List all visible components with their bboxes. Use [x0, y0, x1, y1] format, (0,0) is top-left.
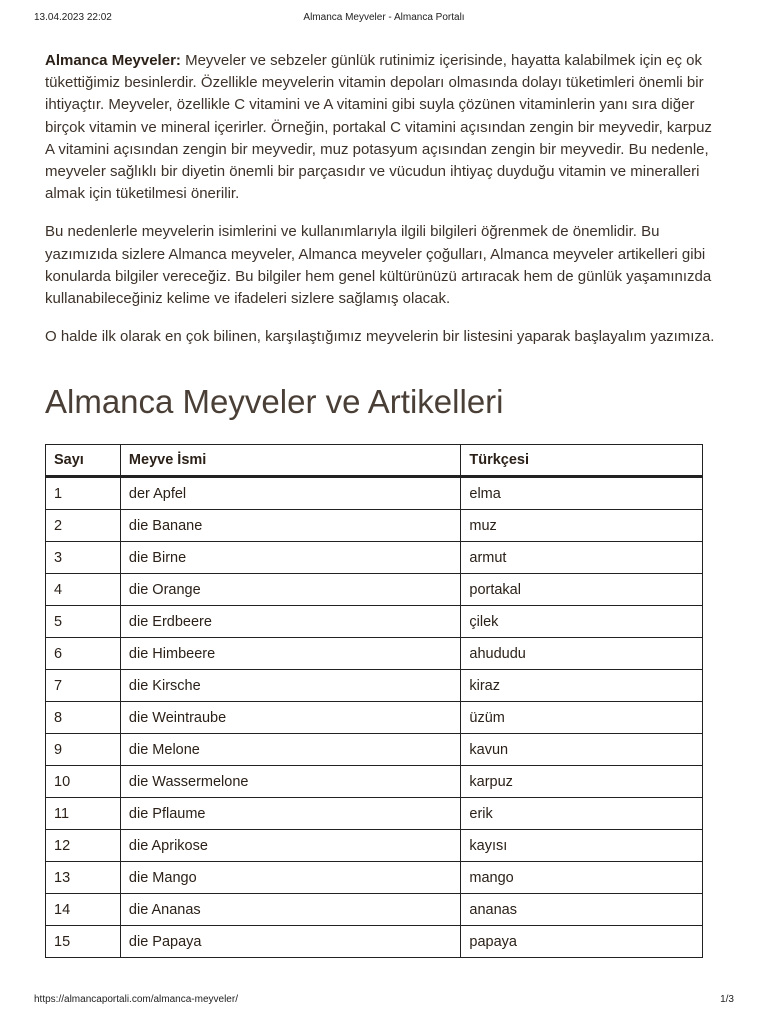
table-row	[46, 477, 703, 510]
intro-paragraph-1	[45, 50, 723, 205]
table-cell: 14	[46, 894, 121, 926]
table-header-row	[46, 445, 703, 477]
print-header	[34, 12, 734, 26]
table-cell: 12	[46, 830, 121, 862]
intro-paragraph-1-text: Meyveler ve sebzeler günlük rutinimiz içerisinde, hayatta kalabilmek için eç ok tükettiğimiz besinlerdir. Özellikle meyvelerin vitamin depoları olmasında dolayı tüketimleri önemli bir ihtiyaçtır. Meyveler, özellikle C vitamini ve A vitamini gibi suyla çözünen vitaminlerin yanı sıra diğer birçok vitamin ve mineral içerirler. Örneğin, portakal C vitamini açısından zengin bir meyvedir, karpuz A vitamini açısından zengin bir meyvedir, muz potasyum açısından zengin bir meyvedir. Bu nedenle, meyveler sağlıklı bir diyetin önemli bir parçasıdır ve vücudun ihtiyaç duyduğu vitamin ve mineralleri almak için tüketilmesi önerilir.	[45, 52, 712, 203]
intro-paragraph-3: O halde ilk olarak en çok bilinen, karşılaştığımız meyvelerin bir listesini yaparak başlayalım yazımıza.	[45, 328, 715, 346]
table-cell: die Ananas	[120, 894, 460, 926]
table-cell: erik	[461, 798, 703, 830]
table-row	[46, 926, 703, 958]
table-cell: die Aprikose	[120, 830, 460, 862]
table-header-cell: Meyve İsmi	[120, 445, 460, 477]
table-cell: 2	[46, 510, 121, 542]
table-cell: 7	[46, 670, 121, 702]
table-row	[46, 542, 703, 574]
table-cell: armut	[461, 542, 703, 574]
table-cell: portakal	[461, 574, 703, 606]
intro-lead-bold: Almanca Meyveler:	[45, 52, 181, 69]
table-cell: 15	[46, 926, 121, 958]
table-cell: der Apfel	[120, 477, 460, 510]
table-cell: ananas	[461, 894, 703, 926]
table-row	[46, 606, 703, 638]
table-cell: 3	[46, 542, 121, 574]
table-cell: die Erdbeere	[120, 606, 460, 638]
table-cell: die Weintraube	[120, 702, 460, 734]
table-cell: kiraz	[461, 670, 703, 702]
section-heading: Almanca Meyveler ve Artikelleri	[45, 383, 504, 421]
table-cell: die Himbeere	[120, 638, 460, 670]
table-cell: karpuz	[461, 766, 703, 798]
print-datetime: 13.04.2023 22:02	[34, 12, 112, 23]
table-row	[46, 510, 703, 542]
table-cell: die Mango	[120, 862, 460, 894]
table-cell: muz	[461, 510, 703, 542]
table-cell: 1	[46, 477, 121, 510]
table-cell: die Kirsche	[120, 670, 460, 702]
table-cell: papaya	[461, 926, 703, 958]
table-cell: die Orange	[120, 574, 460, 606]
table-row	[46, 574, 703, 606]
print-page-number: 1/3	[720, 994, 734, 1005]
table-cell: 4	[46, 574, 121, 606]
table-row	[46, 862, 703, 894]
table-cell: kayısı	[461, 830, 703, 862]
table-header-cell: Türkçesi	[461, 445, 703, 477]
table-cell: die Pflaume	[120, 798, 460, 830]
table-row	[46, 894, 703, 926]
article-content	[45, 50, 723, 958]
table-cell: üzüm	[461, 702, 703, 734]
table-body	[46, 477, 703, 958]
intro-paragraph-2: Bu nedenlerle meyvelerin isimlerini ve kullanımlarıyla ilgili bilgileri öğrenmek de önemlidir. Bu yazımızıda sizlere Almanca meyveler, Almanca meyveler çoğulları, Almanca meyveler artikelleri gibi konularda bilgiler vereceğiz. Bu bilgiler hem genel kültürünüzü artıracak hem de günlük yaşamınızda kullanabileceğiniz kelime ve ifadeleri sizlere sağlamış olacak.	[45, 223, 712, 308]
table-cell: die Melone	[120, 734, 460, 766]
table-cell: die Birne	[120, 542, 460, 574]
table-row	[46, 702, 703, 734]
table-row	[46, 830, 703, 862]
fruits-table	[45, 444, 703, 958]
table-cell: 11	[46, 798, 121, 830]
table-cell: mango	[461, 862, 703, 894]
table-row	[46, 766, 703, 798]
table-cell: ahududu	[461, 638, 703, 670]
table-row	[46, 798, 703, 830]
table-cell: 5	[46, 606, 121, 638]
table-cell: 13	[46, 862, 121, 894]
table-cell: die Papaya	[120, 926, 460, 958]
table-cell: die Wassermelone	[120, 766, 460, 798]
table-cell: 10	[46, 766, 121, 798]
table-cell: 8	[46, 702, 121, 734]
table-row	[46, 670, 703, 702]
table-cell: 6	[46, 638, 121, 670]
table-cell: 9	[46, 734, 121, 766]
table-row	[46, 734, 703, 766]
table-cell: elma	[461, 477, 703, 510]
print-url: https://almancaportali.com/almanca-meyveler/	[34, 994, 238, 1005]
print-page-title: Almanca Meyveler - Almanca Portalı	[303, 12, 465, 23]
table-cell: çilek	[461, 606, 703, 638]
print-footer	[34, 994, 734, 1008]
table-row	[46, 638, 703, 670]
table-cell: kavun	[461, 734, 703, 766]
table-header-cell: Sayı	[46, 445, 121, 477]
table-cell: die Banane	[120, 510, 460, 542]
